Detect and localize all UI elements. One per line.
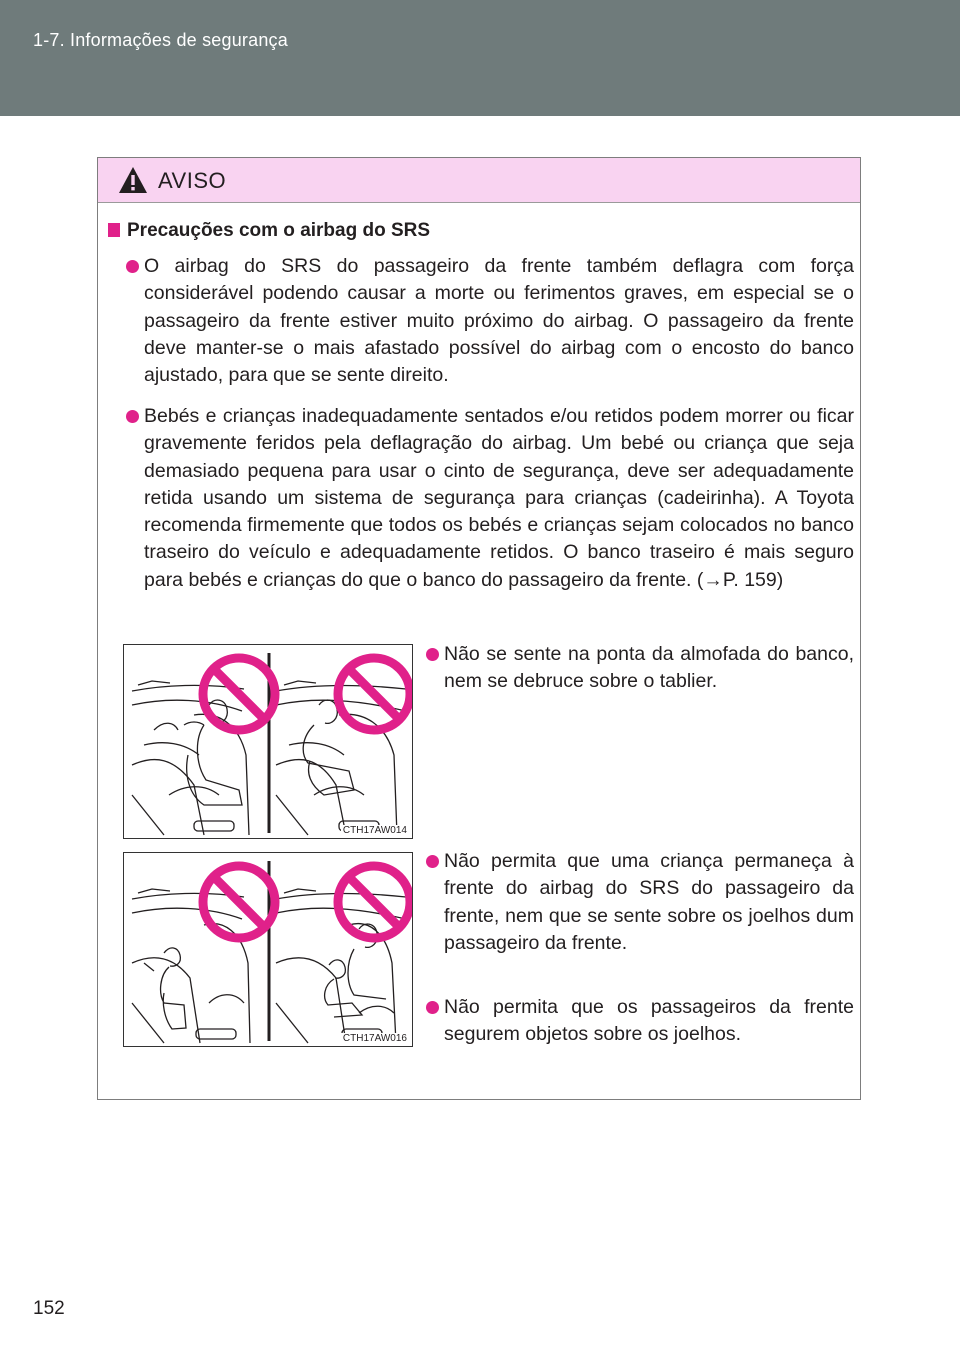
bullet-item — [144, 253, 854, 389]
bullet-text: Não permita que os passageiros da frente segurem objetos sobre os joelhos. — [444, 996, 854, 1046]
illustration-child-in-front — [123, 852, 413, 1047]
bullet-dot-icon — [126, 260, 139, 273]
bullet-text: Não se sente na ponta da almofada do banco, nem se debruce sobre o tablier. — [444, 643, 854, 693]
warning-header — [98, 158, 860, 203]
figure-code: CTH17AW014 — [342, 825, 407, 836]
illustration-leaning-forward — [123, 644, 413, 839]
bullet-item — [144, 403, 854, 594]
warning-triangle-icon — [118, 166, 148, 194]
warning-box — [97, 157, 861, 1100]
figure-code: CTH17AW016 — [342, 1033, 407, 1044]
bullet-text: Bebés e crianças inadequadamente sentados e/ou retidos podem morrer ou ficar gravemente feridos pela deflagração do airbag. Um bebé ou criança que seja demasiado pequena para usar o cinto de segurança, deve ser adequadamente retida usando um sistema de segurança para crianças (cadeirinha). A Toyota recomenda firmemente que todos os bebés e crianças sejam colocados no banco traseiro do veículo e adequadamente retidos. O banco traseiro é mais seguro para bebés e crianças do que o banco do passageiro da frente. (→P. 159) — [144, 405, 854, 591]
bullet-text: Não permita que uma criança permaneça à frente do airbag do SRS do passageiro da frente, nem que se sente sobre os joelhos dum passageiro da frente. — [444, 850, 854, 954]
warning-section-heading — [108, 220, 430, 242]
car-interior-illustration — [124, 853, 413, 1047]
square-bullet-icon — [108, 223, 120, 237]
bullet-dot-icon — [426, 1001, 439, 1014]
warning-label: AVISO — [158, 168, 227, 193]
warning-section-title: Precauções com o airbag do SRS — [127, 220, 431, 241]
page-header — [0, 0, 960, 116]
bullet-item — [444, 994, 854, 1049]
page-number: 152 — [33, 1298, 65, 1319]
car-interior-illustration — [124, 645, 413, 839]
bullet-item — [444, 848, 854, 957]
bullet-dot-icon — [426, 855, 439, 868]
bullet-dot-icon — [126, 410, 139, 423]
bullet-dot-icon — [426, 648, 439, 661]
section-title: 1-7. Informações de segurança — [33, 30, 288, 50]
bullet-item — [444, 641, 854, 696]
bullet-text: O airbag do SRS do passageiro da frente também deflagra com força considerável podendo causar a morte ou ferimentos graves, em especial se o passageiro da frente estiver muito próximo do airbag. O passageiro da frente deve manter-se o mais afastado possível do airbag com o encosto do banco ajustado, para que se sente direito. — [144, 255, 854, 387]
